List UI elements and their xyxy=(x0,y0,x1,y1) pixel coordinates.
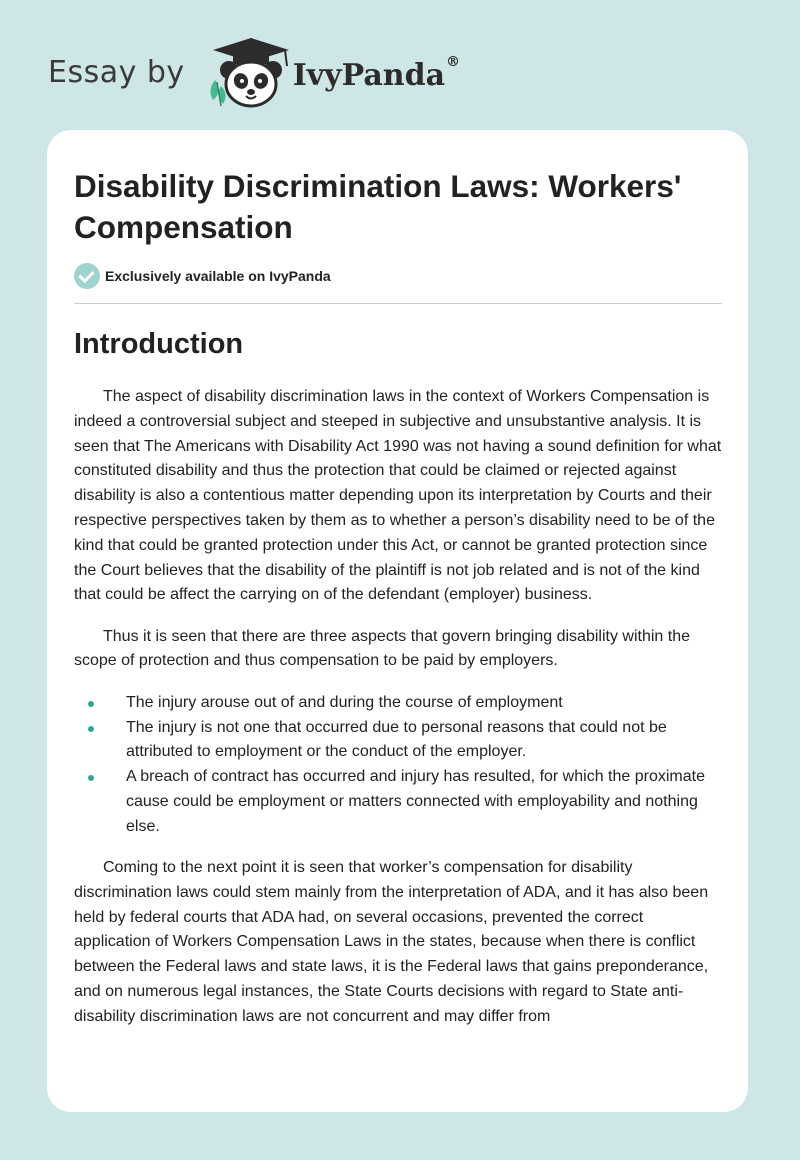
exclusive-badge xyxy=(74,263,331,289)
check-icon xyxy=(74,263,100,289)
registered-mark: ® xyxy=(446,53,461,70)
list-item-text: The injury is not one that occurred due to personal reasons that could not be attributed to employment or the conduct of the employer. xyxy=(126,718,667,761)
paragraph: Coming to the next point it is seen that worker’s compensation for disability discrimination laws could stem mainly from the interpretation of ADA, and it has also been held by federal courts that ADA had, on several occasions, prevented the correct application of Workers Compensation Laws in the states, because when there is conflict between the Federal laws and state laws, it is the Federal laws that gains preponderance, and on numerous legal instances, the State Courts decisions with regard to State anti-disability discrimination laws are not concurrent and may differ from xyxy=(74,859,709,1025)
list-item xyxy=(74,691,722,716)
bullet-icon xyxy=(88,775,94,781)
list-item xyxy=(74,765,722,839)
bullet-icon xyxy=(88,726,94,732)
list-item-text: The injury arouse out of and during the course of employment xyxy=(126,693,563,711)
essay-card xyxy=(47,130,748,1112)
section-heading: Introduction xyxy=(74,328,244,360)
page-title: Disability Discrimination Laws: Workers' Compensation xyxy=(74,168,682,245)
bullet-list xyxy=(74,691,722,840)
panda-graduate-icon[interactable] xyxy=(201,36,297,108)
list-item-text: A breach of contract has occurred and injury has resulted, for which the proximate cause could be employment or matters connected with employability and nothing else. xyxy=(126,768,705,835)
article-body xyxy=(74,385,722,1046)
site-header xyxy=(48,36,460,108)
essay-by-label: Essay by xyxy=(48,54,185,90)
brand-name[interactable] xyxy=(292,53,461,93)
list-item xyxy=(74,716,722,766)
bullet-icon xyxy=(88,701,94,707)
exclusive-badge-text: Exclusively available on IvyPanda xyxy=(105,268,331,284)
title-divider xyxy=(74,303,722,304)
panda-logo-svg xyxy=(201,36,297,108)
brand-text: IvyPanda xyxy=(292,57,446,93)
paragraph: The aspect of disability discrimination laws in the context of Workers Compensation is indeed a controversial subject and steeped in subjective and unsubstantive analysis. It is seen that The Americans with Disability Act 1990 was not having a sound definition for what constituted disability and thus the protection that could be claimed or rejected against disability is also a contentious matter depending upon its interpretation by Courts and their respective perspectives taken by them as to whether a person’s disability need to be of the kind that could be granted protection under this Act, or cannot be granted protection since the Court believes that the disability of the plaintiff is not job related and is not of the kind that could be affect the carrying on of the defendant (employer) business. xyxy=(74,388,722,604)
paragraph: Thus it is seen that there are three aspects that govern bringing disability within the scope of protection and thus compensation to be paid by employers. xyxy=(74,627,690,670)
